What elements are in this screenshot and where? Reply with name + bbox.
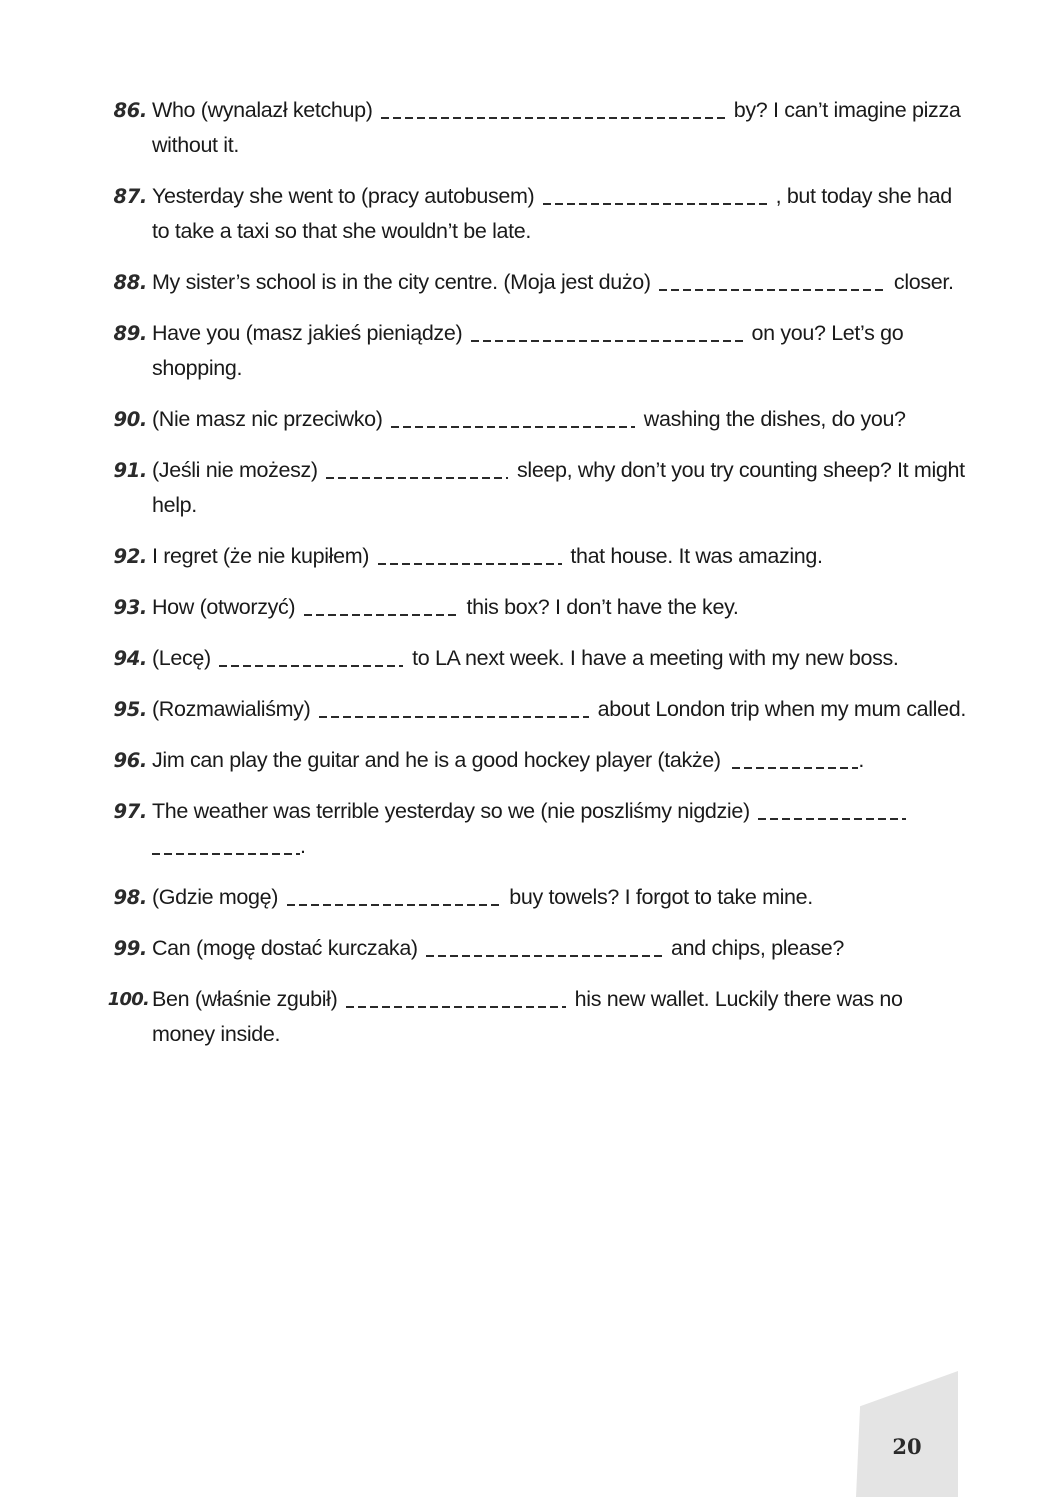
item-continuation: . [858,748,864,772]
item-number: 87. [113,185,147,208]
item-prompt: Who (wynalazł ketchup) [152,98,373,122]
answer-blank[interactable] [758,806,906,820]
exercise-item-86 [98,93,966,163]
item-continuation: . [300,834,306,858]
exercise-item-91 [98,453,966,523]
item-number: 98. [113,886,147,909]
item-continuation: by? I can’t imagine pizza without it. [152,98,961,157]
item-number: 91. [113,459,147,482]
item-number: 93. [113,596,147,619]
item-prompt: Ben (właśnie zgubił) [152,987,338,1011]
answer-blank[interactable] [378,551,562,565]
item-continuation: about London trip when my mum called. [597,697,966,721]
answer-blank[interactable] [732,755,858,769]
answer-blank[interactable] [287,892,501,906]
exercise-item-90 [98,402,966,437]
item-continuation: , but today she had to take a taxi so that she wouldn’t be late. [152,184,952,243]
answer-blank[interactable] [391,414,635,428]
item-continuation: sleep, why don’t you try counting sheep? It might help. [152,458,965,517]
item-continuation: buy towels? I forgot to take mine. [509,885,813,909]
exercise-list [98,93,966,1068]
item-prompt: The weather was terrible yesterday so we (nie poszliśmy nigdzie) [152,799,750,823]
item-number: 95. [113,698,147,721]
item-prompt: I regret (że nie kupiłem) [152,544,370,568]
item-continuation: on you? Let’s go shopping. [152,321,904,380]
answer-blank[interactable] [304,602,458,616]
answer-blank[interactable] [543,191,767,205]
item-prompt: How (otworzyć) [152,595,296,619]
exercise-item-92 [98,539,966,574]
answer-blank[interactable] [219,653,403,667]
item-prompt: Have you (masz jakieś pieniądze) [152,321,463,345]
answer-blank[interactable] [326,465,508,479]
answer-blank-continued[interactable] [152,841,300,855]
item-prompt: My sister’s school is in the city centre. (Moja jest dużo) [152,270,651,294]
answer-blank[interactable] [381,105,725,119]
item-prompt: (Lecę) [152,646,211,670]
item-prompt: (Jeśli nie możesz) [152,458,318,482]
item-continuation: that house. It was amazing. [570,544,823,568]
item-number: 96. [113,749,147,772]
item-continuation: washing the dishes, do you? [643,407,906,431]
item-continuation: closer. [893,270,954,294]
item-number: 89. [113,322,147,345]
exercise-item-87 [98,179,966,249]
page-number: 20 [892,1434,922,1459]
item-prompt: (Nie masz nic przeciwko) [152,407,383,431]
item-number: 92. [113,545,147,568]
answer-blank[interactable] [426,943,662,957]
answer-blank[interactable] [319,704,589,718]
exercise-item-100 [98,982,966,1052]
item-continuation: and chips, please? [671,936,844,960]
item-number: 97. [113,800,147,823]
exercise-item-95 [98,692,966,727]
exercise-item-97 [98,794,966,864]
item-number: 100. [107,989,149,1010]
item-prompt: Can (mogę dostać kurczaka) [152,936,418,960]
exercise-item-89 [98,316,966,386]
exercise-item-96 [98,743,966,778]
exercise-item-88 [98,265,966,300]
item-continuation: to LA next week. I have a meeting with my new boss. [412,646,899,670]
item-prompt: (Gdzie mogę) [152,885,279,909]
exercise-item-98 [98,880,966,915]
item-number: 99. [113,937,147,960]
answer-blank[interactable] [346,994,566,1008]
exercise-item-93 [98,590,966,625]
answer-blank[interactable] [471,328,743,342]
item-number: 90. [113,408,147,431]
item-number: 86. [113,99,147,122]
item-prompt: Jim can play the guitar and he is a good hockey player (także) [152,748,721,772]
item-number: 94. [113,647,147,670]
answer-blank[interactable] [659,277,885,291]
exercise-item-94 [98,641,966,676]
item-number: 88. [113,271,147,294]
exercise-item-99 [98,931,966,966]
item-prompt: Yesterday she went to (pracy autobusem) [152,184,535,208]
item-prompt: (Rozmawialiśmy) [152,697,311,721]
item-continuation: this box? I don’t have the key. [466,595,739,619]
item-continuation: his new wallet. Luckily there was no money inside. [152,987,903,1046]
